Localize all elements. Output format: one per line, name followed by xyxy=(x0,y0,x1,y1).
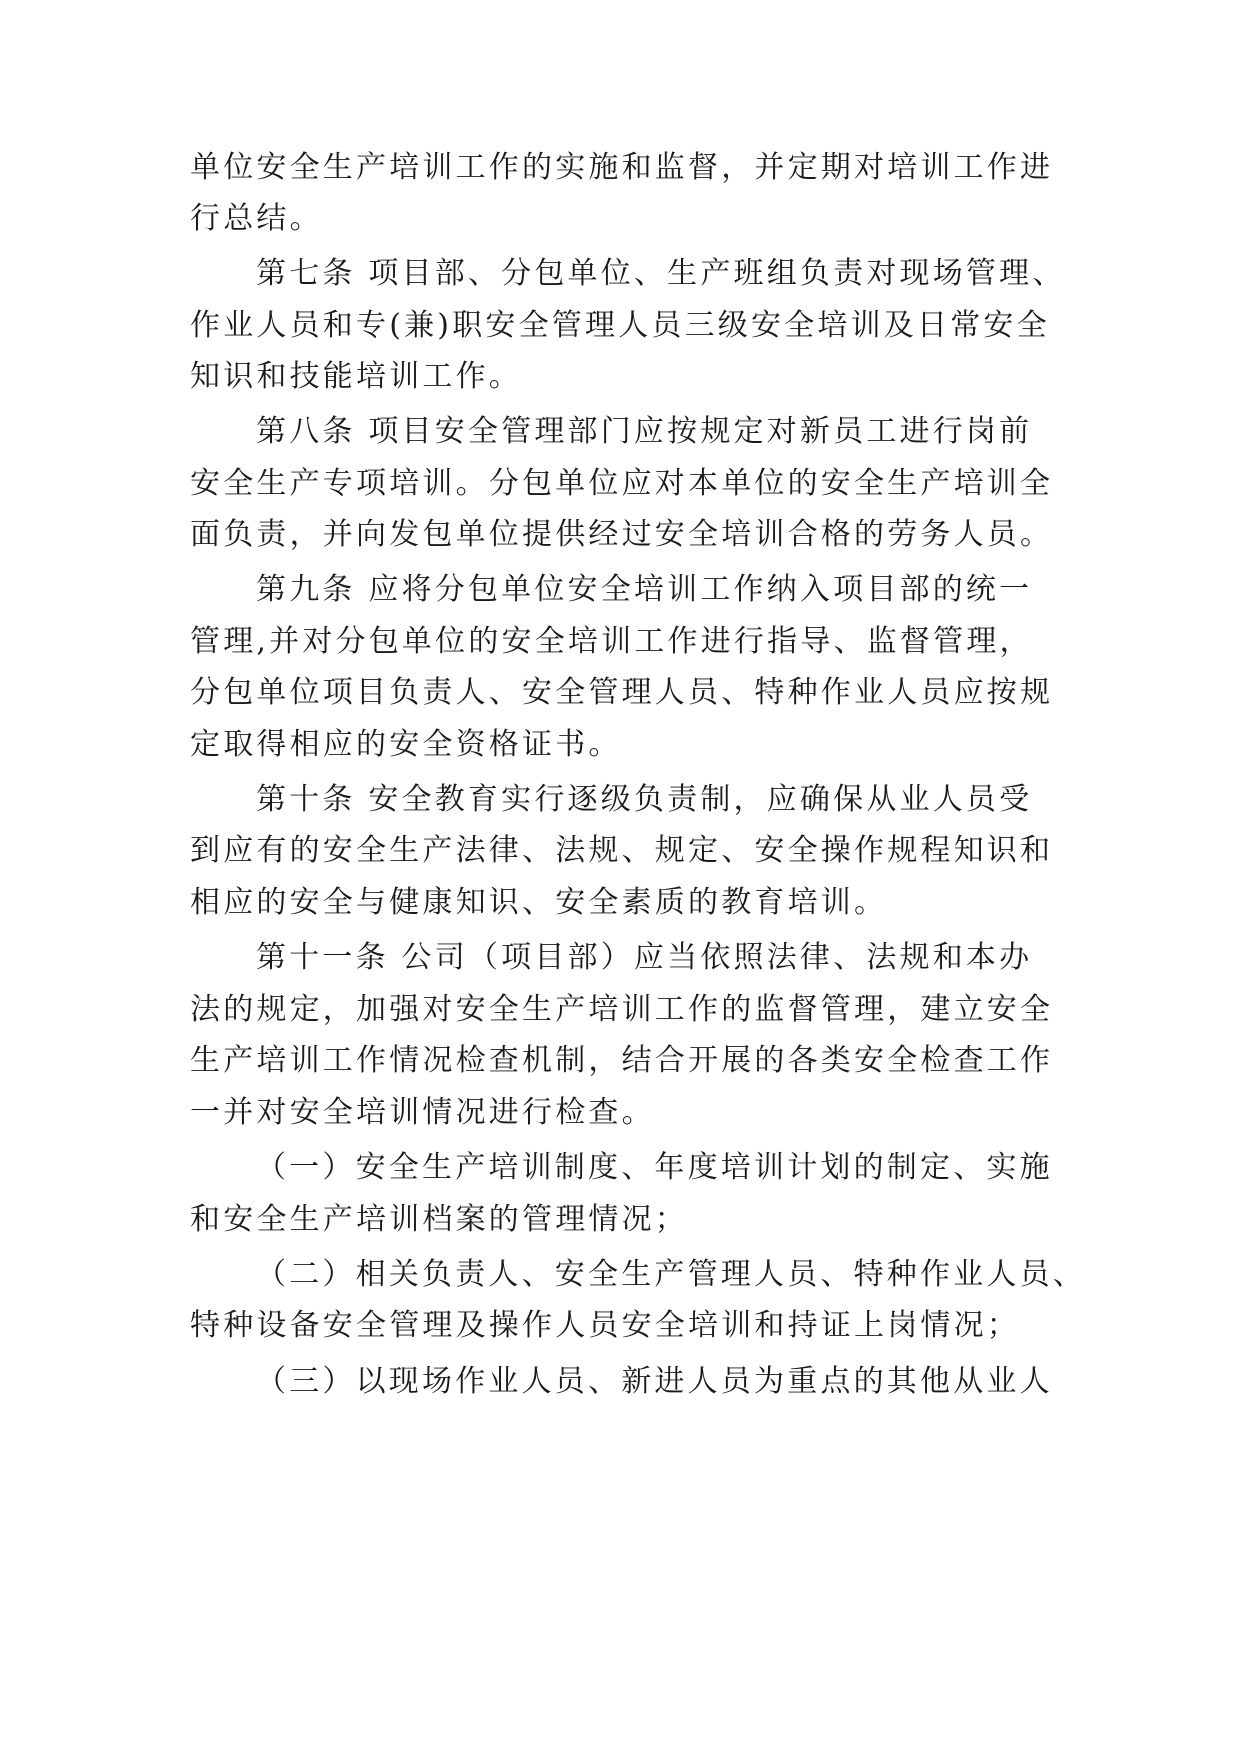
text-line: 行总结。 xyxy=(190,201,323,236)
text-line: 安全生产专项培训。分包单位应对本单位的安全生产培训全 xyxy=(190,466,1054,501)
text-line: 到应有的安全生产法律、法规、规定、安全操作规程知识和 xyxy=(190,833,1054,868)
article-8-heading: 第八条 项目安全管理部门应按规定对新员工进行岗前 xyxy=(256,414,1033,449)
text-line: 相应的安全与健康知识、安全素质的教育培训。 xyxy=(190,885,888,920)
article-7-heading: 第七条 项目部、分包单位、生产班组负责对现场管理、 xyxy=(256,256,1066,291)
text-line: 面负责，并向发包单位提供经过安全培训合格的劳务人员。 xyxy=(190,517,1054,552)
list-item-3: （三）以现场作业人员、新进人员为重点的其他从业人 xyxy=(256,1364,1053,1399)
text-line: 特种设备安全管理及操作人员安全培训和持证上岗情况； xyxy=(190,1308,1020,1343)
article-11-heading: 第十一条 公司（项目部）应当依照法律、法规和本办 xyxy=(256,940,1033,975)
text-line: 生产培训工作情况检查机制，结合开展的各类安全检查工作 xyxy=(190,1043,1054,1078)
text-line: 分包单位项目负责人、安全管理人员、特种作业人员应按规 xyxy=(190,675,1054,710)
text-line: 知识和技能培训工作。 xyxy=(190,359,522,394)
text-line: 作业人员和专(兼)职安全管理人员三级安全培训及日常安全 xyxy=(190,308,1050,343)
list-item-2: （二）相关负责人、安全生产管理人员、特种作业人员、 xyxy=(256,1257,1086,1292)
text-line: 管理,并对分包单位的安全培训工作进行指导、监督管理， xyxy=(190,624,1033,659)
text-line: 和安全生产培训档案的管理情况； xyxy=(190,1202,688,1237)
text-line: 定取得相应的安全资格证书。 xyxy=(190,727,622,762)
list-item-1: （一）安全生产培训制度、年度培训计划的制定、实施 xyxy=(256,1150,1053,1185)
article-10-heading: 第十条 安全教育实行逐级负责制，应确保从业人员受 xyxy=(256,782,1033,817)
text-line: 一并对安全培训情况进行检查。 xyxy=(190,1095,655,1130)
article-9-heading: 第九条 应将分包单位安全培训工作纳入项目部的统一 xyxy=(256,572,1033,607)
text-line: 单位安全生产培训工作的实施和监督，并定期对培训工作进 xyxy=(190,150,1054,185)
text-line: 法的规定，加强对安全生产培训工作的监督管理，建立安全 xyxy=(190,992,1054,1027)
